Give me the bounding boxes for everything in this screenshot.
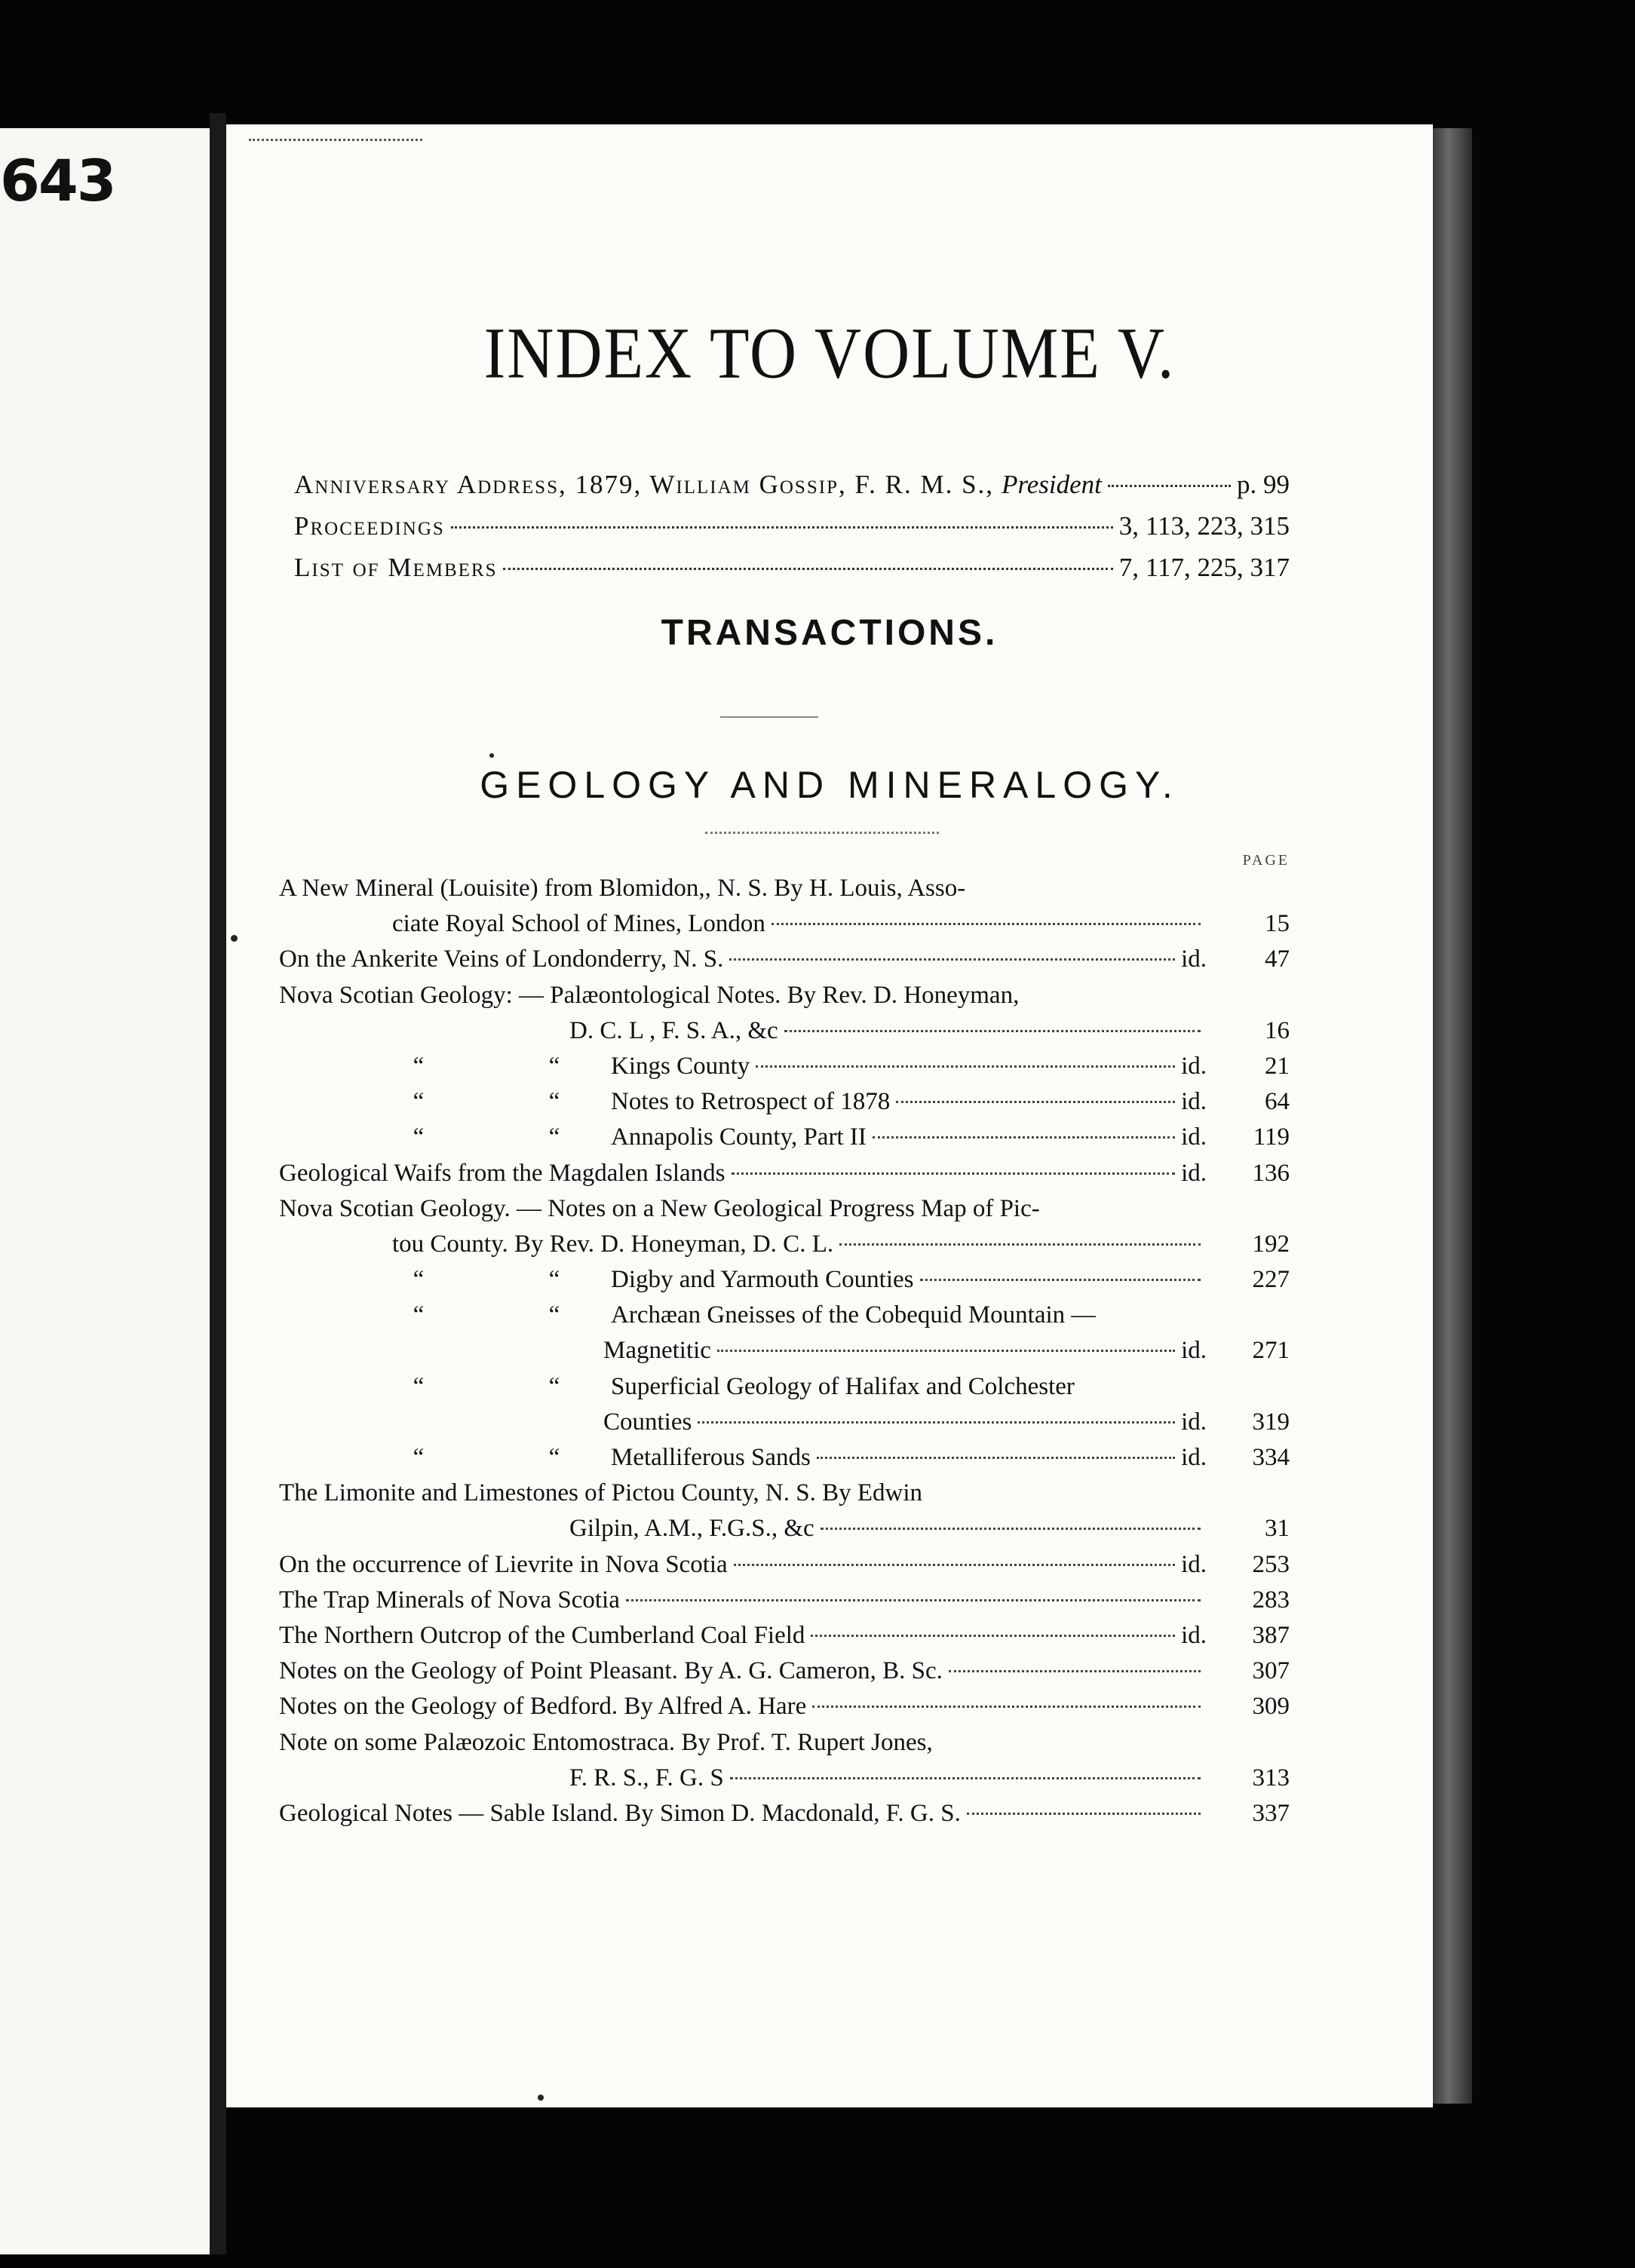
index-entry	[279, 1551, 1290, 1586]
index-entry	[279, 1266, 1290, 1301]
entry-page: 227	[1252, 1266, 1290, 1294]
entry-page: 319	[1252, 1408, 1290, 1436]
entry-line	[279, 1622, 1290, 1657]
ditto-mark: “	[548, 1123, 560, 1151]
dot-leader	[732, 1172, 1176, 1175]
entry-line	[279, 1693, 1290, 1728]
entry-line	[279, 1266, 1290, 1301]
entry-text: F. R. S., F. G. S	[569, 1764, 724, 1791]
entry-text: tou County. By Rev. D. Honeyman, D. C. L.	[392, 1230, 834, 1258]
entry-text: Magnetitic	[603, 1337, 711, 1365]
entry-line	[279, 1408, 1290, 1444]
dot-leader	[717, 1350, 1175, 1352]
index-entry	[279, 1444, 1290, 1479]
index-entry	[279, 1622, 1290, 1657]
entry-page: 119	[1253, 1123, 1290, 1151]
index-entry	[279, 875, 1290, 946]
entry-ref: id.	[1181, 1052, 1207, 1080]
entry-line	[279, 1017, 1290, 1053]
entry-page: 334	[1252, 1444, 1290, 1471]
entry-page: 271	[1252, 1337, 1290, 1365]
entry-text: Geological Waifs from the Magdalen Islands	[279, 1159, 725, 1187]
front-matter-row	[294, 505, 1290, 547]
front-matter-row	[294, 464, 1290, 505]
index-entry	[279, 1729, 1290, 1800]
entry-line	[279, 1657, 1290, 1693]
entry-line	[279, 1800, 1290, 1835]
dot-leader	[734, 1564, 1175, 1566]
dot-leader	[967, 1813, 1201, 1815]
dot-leader	[451, 526, 1113, 529]
divider-rule	[720, 716, 818, 718]
entry-text: Nova Scotian Geology: — Palæontological Notes. By Rev. D. Honeyman,	[279, 981, 1020, 1009]
entry-ref: id.	[1181, 1088, 1207, 1116]
left-page-sliver	[0, 128, 210, 2254]
ditto-mark: “	[548, 1088, 560, 1116]
entry-page: 21	[1265, 1052, 1290, 1080]
entry-text: Superficial Geology of Halifax and Colchester	[611, 1372, 1075, 1400]
entry-ref: id.	[1181, 1444, 1207, 1471]
dot-leader	[784, 1030, 1201, 1032]
ditto-mark: “	[413, 1123, 425, 1151]
dot-leader	[698, 1421, 1175, 1424]
front-matter-page: p. 99	[1237, 470, 1290, 499]
entry-page: 283	[1252, 1586, 1290, 1614]
entry-line	[279, 1586, 1290, 1622]
front-matter-list	[294, 464, 1290, 588]
entry-page: 64	[1265, 1088, 1290, 1116]
entry-page: 136	[1252, 1159, 1290, 1187]
front-matter-role: President	[1002, 470, 1102, 499]
entry-ref: id.	[1181, 1159, 1207, 1187]
entry-text: The Limonite and Limestones of Pictou County, N. S. By Edwin	[279, 1479, 923, 1507]
index-entry	[279, 1657, 1290, 1693]
ditto-mark: “	[548, 1052, 560, 1080]
entry-line	[279, 1123, 1290, 1159]
scan-artifact	[249, 139, 422, 144]
entry-text: Notes to Retrospect of 1878	[611, 1088, 891, 1116]
entry-text: The Trap Minerals of Nova Scotia	[279, 1586, 620, 1614]
entry-page: 47	[1265, 946, 1290, 973]
ditto-mark: “	[548, 1444, 560, 1471]
entry-text: The Northern Outcrop of the Cumberland Coal Field	[279, 1621, 805, 1649]
entry-line	[279, 1337, 1290, 1372]
entry-text: Metalliferous Sands	[611, 1444, 811, 1471]
entry-line	[279, 1729, 1290, 1764]
entry-page: 313	[1252, 1764, 1290, 1791]
page-edge	[1433, 128, 1472, 2104]
entry-page: 192	[1252, 1230, 1290, 1258]
ditto-mark: “	[548, 1266, 560, 1294]
entry-ref: id.	[1181, 1408, 1207, 1436]
index-entry	[279, 1800, 1290, 1835]
entry-line	[279, 1479, 1290, 1515]
scan-speck	[538, 2095, 544, 2101]
index-entry	[279, 1693, 1290, 1728]
entry-line	[279, 875, 1290, 910]
entry-ref: id.	[1181, 1550, 1207, 1578]
entry-text: Geological Notes — Sable Island. By Simon D. Macdonald, F. G. S.	[279, 1799, 961, 1827]
dot-leader	[730, 1777, 1201, 1779]
entry-text: On the occurrence of Lievrite in Nova Scotia	[279, 1550, 728, 1578]
dot-leader	[503, 568, 1112, 570]
index-entry	[279, 1479, 1290, 1550]
dotted-divider	[705, 832, 939, 834]
entry-text: D. C. L , F. S. A., &c	[569, 1016, 778, 1044]
entry-line	[279, 1088, 1290, 1123]
dot-leader	[873, 1136, 1175, 1139]
index-entry	[279, 1373, 1290, 1444]
entry-page: 309	[1252, 1693, 1290, 1721]
entry-page: 16	[1265, 1016, 1290, 1044]
dot-leader	[821, 1528, 1201, 1530]
dot-leader	[756, 1065, 1175, 1068]
entry-page: 31	[1265, 1515, 1290, 1543]
dot-leader	[1108, 485, 1231, 487]
index-entry	[279, 1123, 1290, 1159]
scan-speck	[231, 935, 238, 942]
ditto-mark: “	[413, 1088, 425, 1116]
scan-speck	[489, 753, 494, 758]
dot-leader	[920, 1279, 1201, 1281]
front-matter-page: 3, 113, 223, 315	[1118, 511, 1290, 541]
ditto-mark: “	[548, 1301, 560, 1329]
front-matter-row	[294, 547, 1290, 588]
entry-text: Archæan Gneisses of the Cobequid Mountain —	[611, 1301, 1097, 1329]
dot-leader	[817, 1457, 1175, 1459]
entry-text: Nova Scotian Geology. — Notes on a New Geological Progress Map of Pic-	[279, 1194, 1040, 1222]
entry-ref: id.	[1181, 1337, 1207, 1365]
entry-line	[279, 1515, 1290, 1550]
entry-text: Annapolis County, Part II	[611, 1123, 867, 1151]
index-entry	[279, 982, 1290, 1053]
index-entry	[279, 1586, 1290, 1622]
entry-line	[279, 1373, 1290, 1408]
page-title: INDEX TO VOLUME V.	[483, 312, 1176, 394]
ditto-mark: “	[413, 1266, 425, 1294]
entry-line	[279, 1301, 1290, 1337]
index-entry	[279, 1301, 1290, 1372]
entry-line	[279, 1053, 1290, 1088]
index-entry	[279, 1053, 1290, 1088]
toc-list	[279, 875, 1290, 1835]
margin-mark: 643	[0, 147, 115, 214]
entry-line	[279, 1160, 1290, 1195]
entry-text: On the Ankerite Veins of Londonderry, N. S.	[279, 946, 724, 973]
entry-page: 307	[1252, 1657, 1290, 1685]
ditto-mark: “	[413, 1301, 425, 1329]
dot-leader	[812, 1706, 1201, 1708]
entry-text: Notes on the Geology of Point Pleasant. By A. G. Cameron, B. Sc.	[279, 1657, 943, 1685]
index-entry	[279, 1088, 1290, 1123]
entry-ref: id.	[1181, 1123, 1207, 1151]
dot-leader	[839, 1243, 1201, 1246]
entry-page: 337	[1252, 1799, 1290, 1827]
entry-line	[279, 1231, 1290, 1266]
ditto-mark: “	[413, 1372, 425, 1400]
entry-line	[279, 1444, 1290, 1479]
ditto-mark: “	[548, 1372, 560, 1400]
entry-text: ciate Royal School of Mines, London	[392, 910, 765, 938]
dot-leader	[626, 1599, 1201, 1601]
index-entry	[279, 946, 1290, 981]
entry-text: Digby and Yarmouth Counties	[611, 1266, 914, 1294]
entry-line	[279, 982, 1290, 1017]
index-entry	[279, 1160, 1290, 1195]
entry-line	[279, 1764, 1290, 1800]
index-entry	[279, 1195, 1290, 1266]
book-gutter	[210, 113, 226, 2254]
dot-leader	[771, 923, 1201, 925]
dot-leader	[811, 1635, 1175, 1637]
entry-text: Notes on the Geology of Bedford. By Alfred A. Hare	[279, 1693, 807, 1721]
entry-text: Counties	[603, 1408, 692, 1436]
ditto-mark: “	[413, 1444, 425, 1471]
entry-page: 15	[1265, 910, 1290, 938]
entry-text: A New Mineral (Louisite) from Blomidon,, N. S. By H. Louis, Asso-	[279, 875, 966, 902]
entry-text: Kings County	[611, 1052, 750, 1080]
page-column-label: PAGE	[1242, 852, 1290, 869]
entry-page: 387	[1252, 1621, 1290, 1649]
entry-page: 253	[1252, 1550, 1290, 1578]
dot-leader	[949, 1670, 1201, 1672]
front-matter-label: Proceedings	[294, 511, 445, 541]
ditto-mark: “	[413, 1052, 425, 1080]
entry-line	[279, 1195, 1290, 1231]
entry-text: Note on some Palæozoic Entomostraca. By Prof. T. Rupert Jones,	[279, 1728, 933, 1756]
entry-line	[279, 910, 1290, 946]
entry-line	[279, 946, 1290, 981]
dot-leader	[896, 1101, 1175, 1103]
front-matter-page: 7, 117, 225, 317	[1118, 553, 1290, 582]
entry-line	[279, 1551, 1290, 1586]
entry-ref: id.	[1181, 946, 1207, 973]
section-heading: GEOLOGY AND MINERALOGY.	[480, 764, 1179, 806]
dot-leader	[729, 958, 1175, 961]
entry-text: Gilpin, A.M., F.G.S., &c	[569, 1515, 814, 1543]
front-matter-label: List of Members	[294, 553, 498, 582]
front-matter-label: Anniversary Address, 1879, William Gossip, F. R. M. S.,	[294, 470, 995, 499]
transactions-heading: TRANSACTIONS.	[661, 613, 998, 653]
entry-ref: id.	[1181, 1621, 1207, 1649]
